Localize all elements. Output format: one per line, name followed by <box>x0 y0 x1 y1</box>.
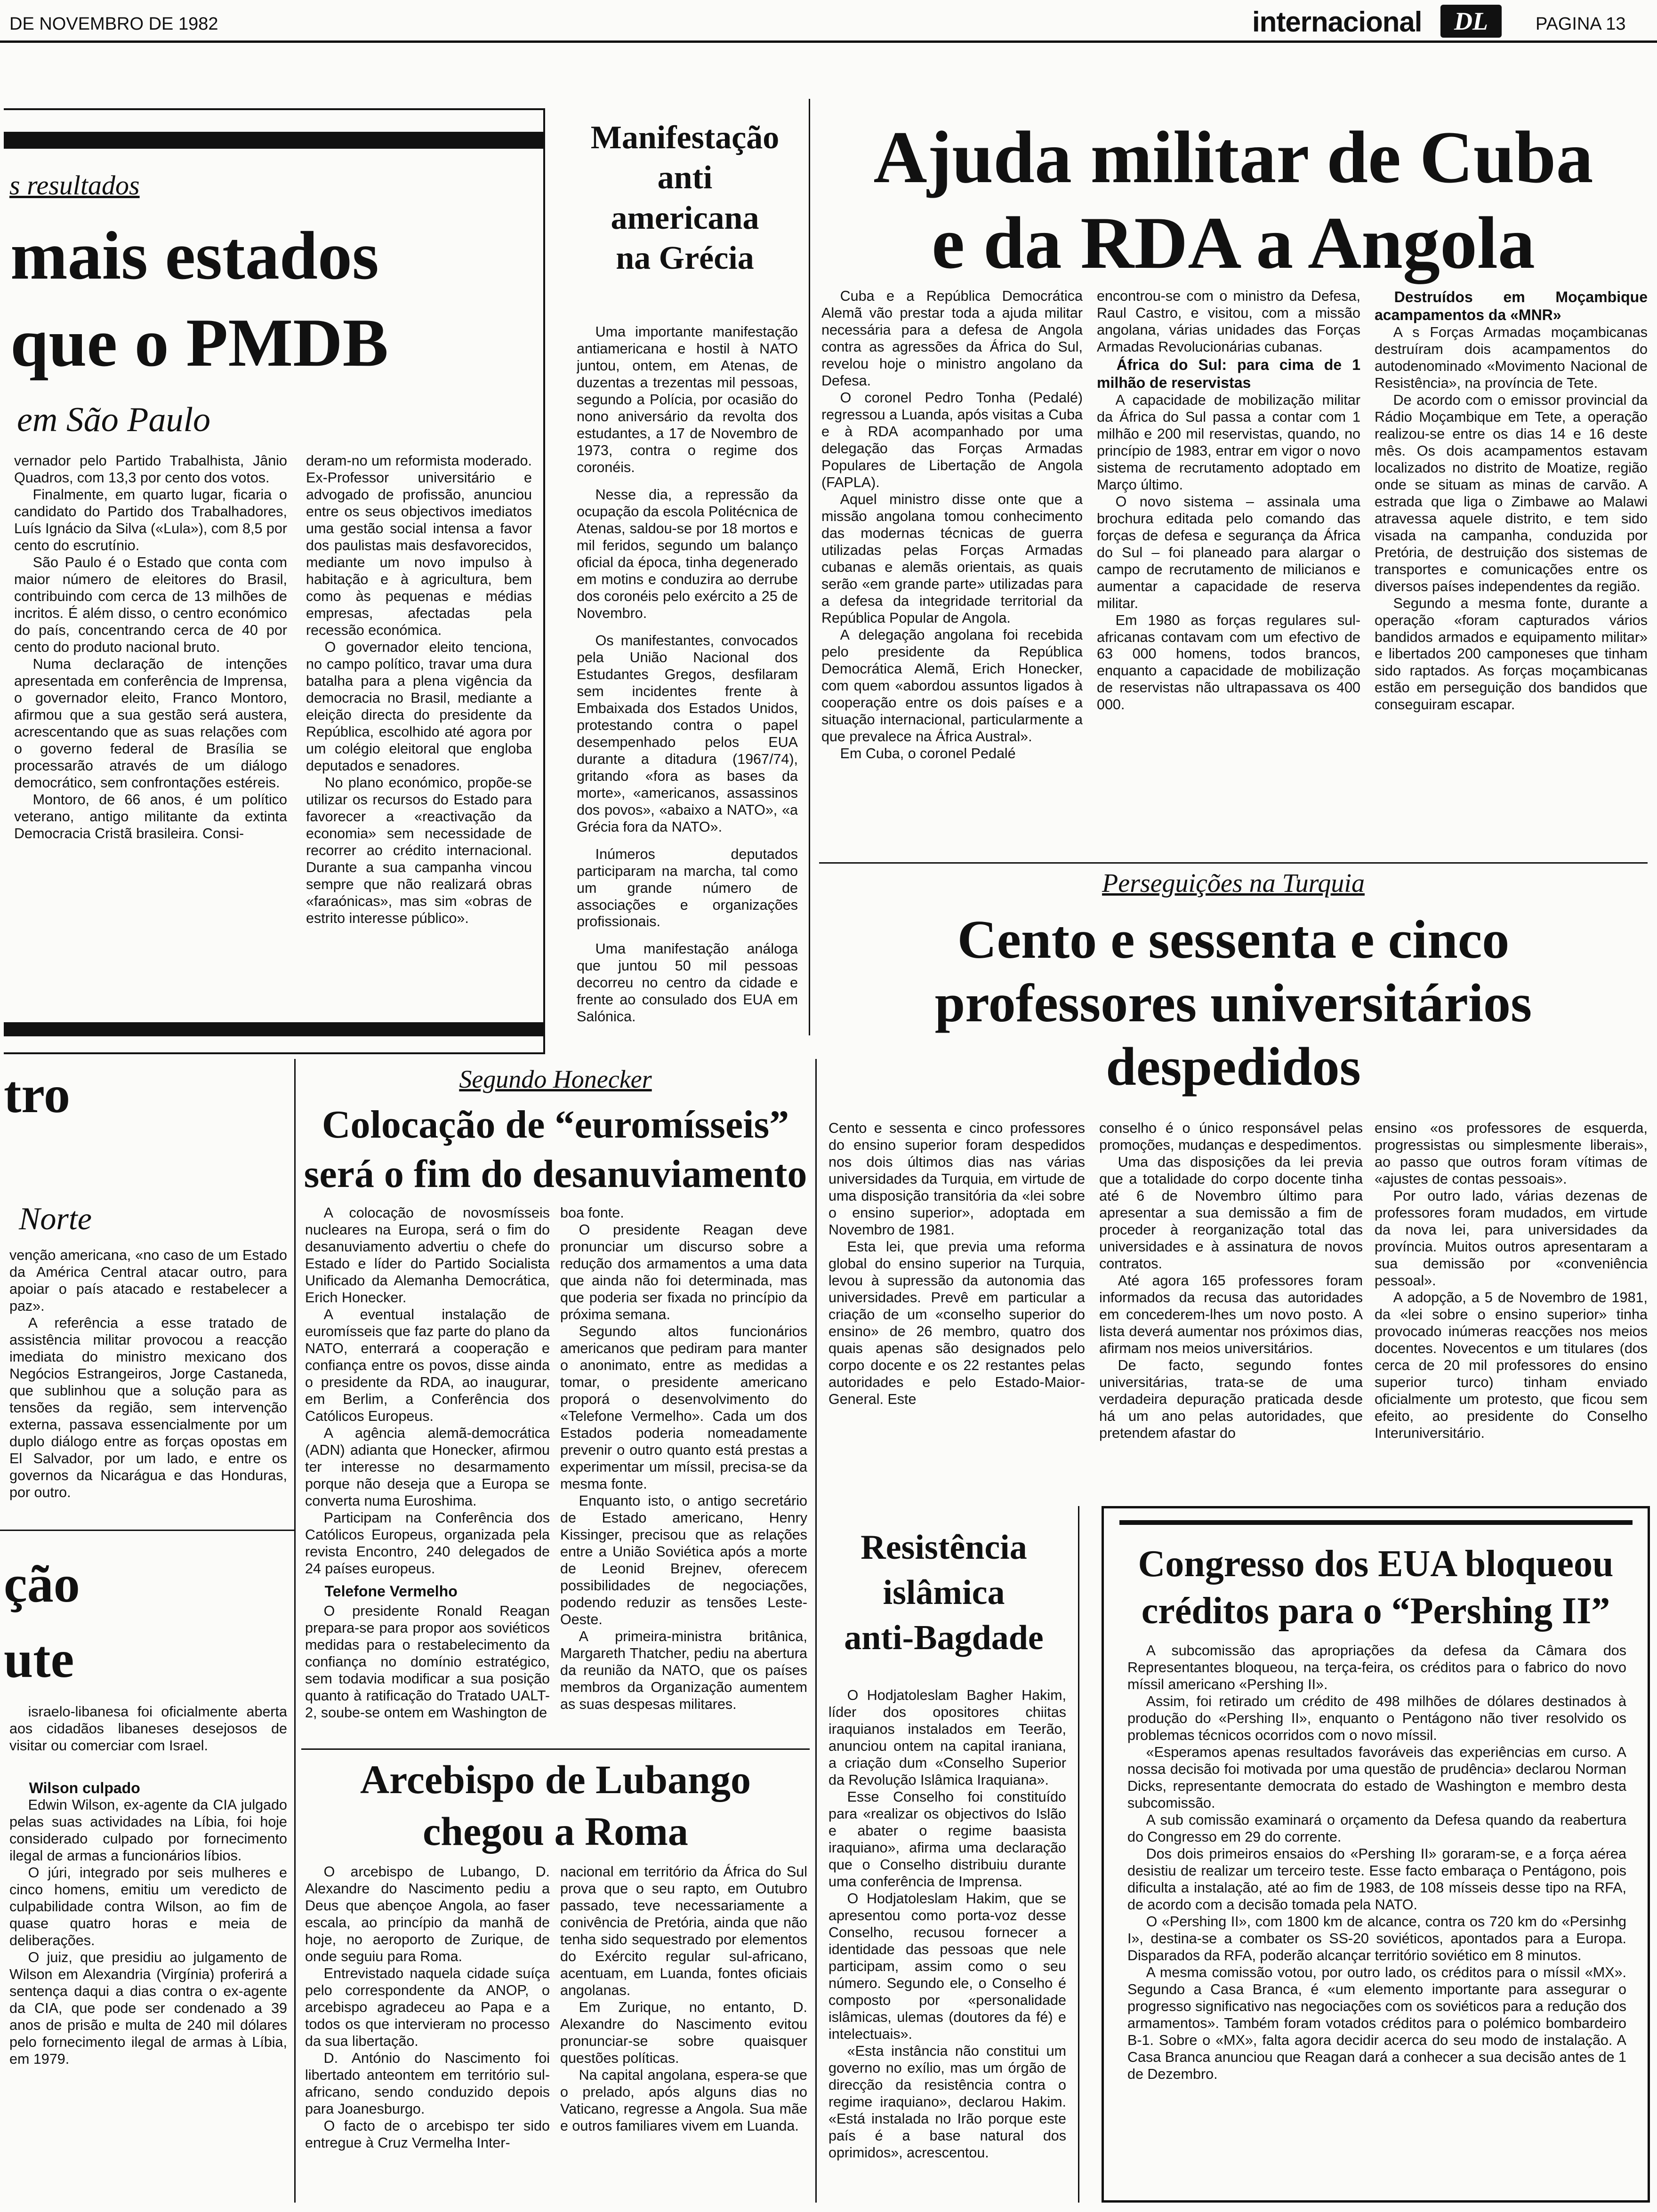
fragment-col-b <box>9 1704 287 1770</box>
fragment-heading-norte: Norte <box>19 1201 92 1236</box>
pmdb-col1-p2: São Paulo é o Estado que conta com maior número de eleitores do Brasil, contribuindo com cerca de 13 milhões de incritos. É além disso, o centro económico do país, concentrando cerca de 40 por cento do produto nacional bruto. <box>14 554 287 655</box>
turquia-col2-p0: conselho é o único responsável pelas promoções, mudanças e despedimentos. <box>1099 1120 1363 1153</box>
turquia-title-line3: despedidos <box>1106 1037 1361 1097</box>
grecia-title-line3: americana <box>611 200 759 236</box>
euromisseis-col2-p0: boa fonte. <box>560 1205 624 1221</box>
pmdb-subtitle: em São Paulo <box>17 401 211 439</box>
bagdade-text <box>828 1687 1066 2200</box>
wilson-p0: Edwin Wilson, ex-agente da CIA julgado pelas suas actividades na Líbia, foi hoje considerado culpado por fornecimento ilegal de armas a funcionários líbios. <box>9 1797 287 1864</box>
lubango-col2-p2: Na capital angolana, espera-se que o prelado, após alguns dias no Vaticano, regresse a Angola. Sua mãe e outros familiares vivem em Luanda. <box>560 2067 807 2134</box>
turquia-col2-p3: De facto, segundo fontes universitárias, trata-se de uma verdadeira depuração praticada desde há um ano pelas autoridades, que pretendem afastar do <box>1099 1357 1363 1441</box>
newspaper-logo-icon: DL <box>1440 5 1502 38</box>
pmdb-col1-p4: Montoro, de 66 anos, é um político veterano, antigo militante da extinta Democracia Cristã brasileira. Consi- <box>14 791 287 842</box>
pmdb-col1-p3: Numa declaração de intenções apresentada em conferência de Imprensa, o governador eleito, Franco Montoro, afirmou que a sua gestão será austera, acrescentando que as suas relações com o governo federal de Brasília se processarão através de um diálogo democrático, sem confrontações estéreis. <box>14 656 287 791</box>
pmdb-col2 <box>306 453 532 1008</box>
euromisseis-col2-p1: O presidente Reagan deve pronunciar um discurso sobre a redução dos armamentos a uma data que ainda não foi determinada, mas que poderia ser fixada no princípio da próxima semana. <box>560 1221 807 1322</box>
bagdade-p0: O Hodjatoleslam Bagher Hakim, líder dos opositores chiitas iraquianos instalados em Teerão, anunciou ontem na capital iraniana, a criação dum «Conselho Superior da Revolução Islâmica Iraquiana». <box>828 1687 1066 1788</box>
grecia-title-line1: Manifestação <box>590 120 780 156</box>
angola-title-line2: e da RDA a Angola <box>932 202 1535 284</box>
turquia-col2-p1: Uma das disposições da lei previa que a totalidade do corpo docente tinha até 6 de Novembro último para apresentar a sua demissão a fim de proceder à reorganização total das universidades e à assinatura de novos contratos. <box>1099 1154 1363 1272</box>
turquia-col3-p0: ensino «os professores de esquerda, progressistas ou simplesmente liberais», ao passo que outros foram vítimas de «ajustes de contas pessoais». <box>1375 1120 1648 1187</box>
angola-col2-p0: A capacidade de mobilização militar da África do Sul passa a contar com 1 milhão e 200 mil reservistas, quando, no princípio de 1983, entrar em vigor o novo sistema de recrutamento adoptado em Março último. <box>1097 392 1360 493</box>
grecia-divider <box>809 99 810 1035</box>
lubango-col2-p0: nacional em território da África do Sul prova que o seu rapto, em Outubro passado, teve necessariamente a conivência de Pretória, ainda que não tenha sido sequestrado por elementos do Exército regular sul-africano, acentuam, em Luanda, fontes oficiais angolanas. <box>560 1864 807 1998</box>
lubango-title-line1: Arcebispo de Lubango <box>360 1757 751 1802</box>
euromisseis-col1b-p0: O presidente Ronald Reagan prepara-se para propor aos soviéticos medidas para o restabelecimento da confiança no domínio estratégico, sem todavia modificar a sua posição quanto à ratificação do Tratado UALT-2, soube-se ontem em Washington de <box>305 1603 550 1721</box>
lubango-col1 <box>305 1864 550 2203</box>
header-date: DE NOVEMBRO DE 1982 <box>9 14 218 34</box>
wilson-text <box>9 1779 287 2193</box>
pmdb-col1-p1: Finalmente, em quarto lugar, ficaria o candidato do Partido dos Trabalhadores, Luís Ignácio da Silva («Lula»), com 8,5 por cento do escrutínio. <box>14 486 287 553</box>
grecia-headline <box>574 118 796 279</box>
bagdade-right-divider <box>1078 1506 1079 2203</box>
lubango-title-line2: chegou a Roma <box>423 1809 688 1854</box>
pershing-p5: O «Pershing II», com 1800 km de alcance, contra os 720 km do «Persinhg I», destina-se a combater os SS-20 soviéticos, apontados para a Europa. Disparados da RFA, poderão alcançar território soviético em 8 minutos. <box>1127 1913 1626 1964</box>
wilson-p2: O juiz, que presidiu ao julgamento de Wilson em Alexandria (Virgínia) proferirá a sentença daqui a dias contra o ex-agente da CIA, que pode ser condenado a 39 anos de prisão e multa de 240 mil dólares pelo fornecimento ilegal de armas à Líbia, em 1979. <box>9 1949 287 2068</box>
pershing-p1: Assim, foi retirado um crédito de 498 milhões de dólares destinados à produção do «Pershing II», enquanto o Pentágono não tiver resolvido os problemas técnicos ocorridos com o novo míssil. <box>1127 1693 1626 1743</box>
pmdb-kicker: s resultados <box>9 170 140 200</box>
left-column-divider <box>294 1059 296 2203</box>
turquia-title-line2: professores universitários <box>934 973 1532 1034</box>
pmdb-title-line2: que o PMDB <box>10 305 388 381</box>
turquia-col1 <box>828 1120 1085 1478</box>
euromisseis-kicker: Segundo Honecker <box>459 1065 652 1093</box>
angola-col3-p2: Segundo a mesma fonte, durante a operação «foram capturados vários bandidos armados e equipamento militar» e libertados 200 camponeses que tinham sido raptados. As forças moçambicanas estão em perseguição dos bandidos que conseguiram escapar. <box>1375 595 1648 713</box>
wilson-subhead: Wilson culpado <box>29 1779 140 1796</box>
euromisseis-col1-p2: A agência alemã-democrática (ADN) adianta que Honecker, afirmou ter interesse no desarmamento porque não deseja que a Europa se converta numa Euroshima. <box>305 1425 550 1509</box>
turquia-col2 <box>1099 1120 1363 1478</box>
fragment-col-a-p0: venção americana, «no caso de um Estado da América Central atacar outro, para apoiar o país atacado e restabelecer a paz». <box>9 1247 287 1314</box>
fragment-heading-ute: ute <box>4 1630 74 1689</box>
turquia-col1-p0: Cento e sessenta e cinco professores do ensino superior foram despedidos nos dois últimos dias nas várias universidades da Turquia, em virtude de uma disposição transitória da «lei sobre o ensino superior», adoptada em Novembro de 1981. <box>828 1120 1085 1238</box>
pershing-top-bar <box>1119 1520 1633 1525</box>
pmdb-col2-p2: No plano económico, propõe-se utilizar os recursos do Estado para favorecer a «reactivação da economia» sem necessidade de recorrer ao crédito internacional. Durante a sua campanha vincou sempre que não realizará obras «faraónicas», mas sim «obras de estrito interesse público». <box>306 774 532 926</box>
grecia-p0: Uma importante manifestação antiamericana e hostil à NATO juntou, ontem, em Atenas, de duzentas a trezentas mil pessoas, segundo a Polícia, por ocasião do nono aniversário da revolta dos estudantes, a 17 de Novembro de 1973, contra o regime dos coronéis. <box>577 324 798 475</box>
euromisseis-bottom-rule <box>301 1748 810 1750</box>
page-number: PAGINA 13 <box>1536 14 1626 34</box>
fragment-col-a-p1: A referência a esse tratado de assistência militar provocou a reacção imediata do ministro mexicano dos Negócios Estrangeiros, Jorge Castaneda, que sublinhou que a solução para as tensões da região, sem intervenção externa, passava essencialmente por um duplo diálogo entre as forças opostas em El Salvador, por um lado, e entre os governos da Nicarágua e das Honduras, por outro. <box>9 1314 287 1500</box>
header-section: internacional <box>1252 6 1422 38</box>
angola-col2-intro: encontrou-se com o ministro da Defesa, Raul Castro, e visitou, com a missão angolana, várias unidades das Forças Armadas Revolucionárias cubanas. <box>1097 288 1360 355</box>
bagdade-title-line1: Resistência <box>861 1528 1027 1567</box>
grecia-title-line2: anti <box>657 160 713 196</box>
pershing-title-line2: créditos para o “Pershing II” <box>1141 1590 1610 1632</box>
angola-col3-subhead: Destruídos em Moçambique acampamentos da «MNR» <box>1375 289 1648 324</box>
euromisseis-col1-p0: A colocação de novosmísseis nucleares na Europa, será o fim do desanuviamento advertiu o chefe do Estado e líder do Partido Socialista Unificado da Alemanha Democrática, Erich Honecker. <box>305 1205 550 1306</box>
bagdade-p3: «Esta instância não constitui um governo no exílio, mas um órgão de direcção da resistência contra o regime iraquiano», declarou Hakim. «Está instalada no Irão porque este país é a base natural dos oprimidos», acrescentou. <box>828 2043 1066 2161</box>
euromisseis-col2-p3: Enquanto isto, o antigo secretário de Estado americano, Henry Kissinger, precisou que as relações entre a União Soviética após a morte de Leonid Brejnev, oferecem possibilidades de negociações, podendo reduzir as tensões Leste-Oeste. <box>560 1492 807 1627</box>
lubango-col1-p2: D. António do Nascimento foi libertado anteontem em território sul-africano, sendo conduzido depois para Joanesburgo. <box>305 2050 550 2117</box>
grecia-p4: Uma manifestação análoga que juntou 50 mil pessoas decorreu no centro da cidade e frente ao consulado dos EUA em Salónica. <box>577 941 798 1025</box>
fragment-heading-tro: tro <box>4 1066 70 1124</box>
grecia-text <box>577 324 798 1039</box>
angola-title-line1: Ajuda militar de Cuba <box>873 116 1593 199</box>
angola-col1-p0: Cuba e a República Democrática Alemã vão prestar toda a ajuda militar necessária para a defesa de Angola contra as agressões da África do Sul, revelou hoje o ministro angolano da Defesa. <box>821 288 1083 389</box>
header-rule <box>0 40 1657 43</box>
turquia-col3-p2: A adopção, a 5 de Novembro de 1981, da «lei sobre o ensino superior» tinha provocado inúmeras reacções nos meios docentes. Novecentos e um titulares (dos cerca de 20 mil professores do ensino superior turco) tinham enviado oficialmente um protesto, que ficou sem efeito, ao presidente do Conselho Interuniversitário. <box>1375 1289 1648 1441</box>
angola-col1-p4: Em Cuba, o coronel Pedalé <box>840 745 1016 761</box>
fragment-divider-1 <box>0 1530 294 1531</box>
pmdb-col1 <box>14 453 287 1008</box>
bagdade-p2: O Hodjatoleslam Hakim, que se apresentou como porta-voz desse Conselho, recusou fornecer a identidade das pessoas que nele participam, assim como o seu número. Segundo ele, o Conselho é composto por «personalidade islâmicas, ulemas (doutores da fé) e intelectuais». <box>828 1890 1066 2042</box>
turquia-title-line1: Cento e sessenta e cinco <box>957 910 1510 970</box>
turquia-col3 <box>1375 1120 1648 1478</box>
lubango-right-divider <box>815 1059 817 2203</box>
fragment-col-b-p0: israelo-libanesa foi oficialmente aberta aos cidadãos libaneses desejosos de visitar ou comerciar com Israel. <box>9 1704 287 1754</box>
pershing-title-line1: Congresso dos EUA bloqueou <box>1138 1543 1614 1585</box>
lubango-col1-p1: Entrevistado naquela cidade suíça pelo correspondente da ANOP, o arcebispo agradeceu ao Papa e a todos os que intervieram no processo da sua libertação. <box>305 1965 550 2049</box>
grecia-p2: Os manifestantes, convocados pela União Nacional dos Estudantes Gregos, desfilaram sem incidentes frente à Embaixada dos Estados Unidos, protestando contra o papel desempenhado pelos EUA durante a ditadura (1967/74), gritando «fora as bases da morte», «americanos, assassinos dos povos», «abaixo a NATO», «a Grécia fora da NATO». <box>577 632 798 835</box>
fragment-heading-cao: ção <box>4 1555 80 1613</box>
grecia-p3: Inúmeros deputados participaram na marcha, tal como um grande número de associações e organizações profissionais. <box>577 846 798 930</box>
pmdb-bottom-bar <box>4 1022 545 1036</box>
euromisseis-col1 <box>305 1205 550 1741</box>
pmdb-col2-p1: O governador eleito tenciona, no campo político, travar uma dura batalha para a plena vigência da democracia no Brasil, mediante a eleição directa do presidente da República, escolhido até agora por um colégio eleitoral que engloba deputados e senadores. <box>306 639 532 774</box>
angola-col3-p1: De acordo com o emissor provincial da Rádio Moçambique em Tete, a operação realizou-se entre os dias 14 e 16 deste mês. Os dois acampamentos estavam localizados no distrito de Moatize, região onde se situam as minas de carvão. A estrada que liga o Zimbawe ao Malawi atravessa aquele distrito, e tem sido visada na campanha, conduzida por Pretória, de destruição dos sistemas de transportes e comunicações entre os diversos países independentes da região. <box>1375 392 1648 594</box>
bagdade-p1: Esse Conselho foi constituído para «realizar os objectivos do Islão e abater o regime baasista iraquiano», afirma uma declaração que o Conselho distribuiu durante uma conferência de Imprensa. <box>828 1788 1066 1890</box>
pershing-p3: A sub comissão examinará o orçamento da Defesa quando da reabertura do Congresso em 29 do corrente. <box>1127 1811 1626 1845</box>
wilson-p1: O júri, integrado por seis mulheres e cinco homens, emitiu um veredicto de culpabilidade contra Wilson, ao fim de quase quatro horas e meia de deliberações. <box>9 1865 287 1949</box>
angola-col1 <box>821 288 1083 853</box>
angola-col3-p0: A s Forças Armadas moçambicanas destruíram dois acampamentos do autodenominado «Movimento Nacional de Resistência», na província de Tete. <box>1375 324 1648 391</box>
euromisseis-title-line2: será o fim do desanuviamento <box>304 1152 807 1196</box>
grecia-title-line4: na Grécia <box>616 240 754 277</box>
pmdb-col2-p0: deram-no um reformista moderado. Ex-Professor universitário e advogado de profissão, anunciou entre os seus objectivos imediatos uma gestão social intensa a favor dos paulistas mais desfavorecidos, mediante um novo impulso à habitação e à agricultura, bem como às pequenas e médias empresas, afectadas pela recessão económica. <box>306 453 532 638</box>
euromisseis-col1-p3: Participam na Conferência dos Católicos Europeus, organizada pela revista Encontro, 240 delegados de 24 países europeus. <box>305 1509 550 1577</box>
pershing-p2: «Esperamos apenas resultados favoráveis das experiências em curso. A nossa decisão foi motivada por uma questão de prudência» declarou Norman Dicks, representante democrata do estado de Washington e membro desta subcomissão. <box>1127 1744 1626 1811</box>
pmdb-col1-p0: vernador pelo Partido Trabalhista, Jânio Quadros, com 13,3 por cento dos votos. <box>14 453 287 486</box>
turquia-col3-p1: Por outro lado, várias dezenas de professores foram mudados, em virtude da nova lei, para universidades da província. Muitos outros apresentaram a sua demissão por «conveniência pessoal». <box>1375 1187 1648 1289</box>
angola-col1-p3: A delegação angolana foi recebida pelo presidente da República Democrática Alemã, Erich Honecker, com quem «abordou assuntos ligados à cooperação entre os dois países e a situação internacional, particularmente a que prevalece na África Austral». <box>821 626 1083 745</box>
euromisseis-col2 <box>560 1205 807 1741</box>
lubango-col1-p0: O arcebispo de Lubango, D. Alexandre do Nascimento pediu a Deus que abençoe Angola, ao faser escala, ao princípio da manhã de hoje, no aeroporto de Zurique, de onde seguiu para Roma. <box>305 1864 550 1964</box>
angola-col2-p1: O novo sistema – assinala uma brochura editada pelo comando das forças de defesa e segurança da África do Sul – foi planeado para alargar o campo de recrutamento de milicianos e aumentar a capacidade de reserva militar. <box>1097 493 1360 611</box>
angola-col1-p1: O coronel Pedro Tonha (Pedalé) regressou a Luanda, após visitas a Cuba e à RDA acompanhado por uma delegação das Forças Armadas Populares de Libertação de Angola (FAPLA). <box>821 389 1083 490</box>
bagdade-title-line2: islâmica <box>883 1573 1005 1612</box>
euromisseis-subhead: Telefone Vermelho <box>324 1582 458 1600</box>
euromisseis-col2-p4: A primeira-ministra britânica, Margareth Thatcher, pediu na abertura da reunião da NATO, que os países membros da Organização aumentem as suas despesas militares. <box>560 1628 807 1712</box>
pmdb-top-bar <box>4 132 545 149</box>
euromisseis-col1-p1: A eventual instalação de euromísseis que faz parte do plano da NATO, enterrará a cooperação e confiança entre os povos, disse ainda o presidente da RDA, ao inaugurar, em Berlim, a Conferência dos Católicos Europeus. <box>305 1306 550 1424</box>
pershing-p4: Dos dois primeiros ensaios do «Pershing II» goraram-se, e a força aérea desistiu de realizar um terceiro teste. Esse facto embaraça o Pentágono, pois dificulta a instalação, até ao fim de 1983, de 108 mísseis desse tipo na RFA, de acordo com a decisão tomada pela NATO. <box>1127 1845 1626 1913</box>
turquia-col1-p1: Esta lei, que previa uma reforma global do ensino superior na Turquia, levou à supressão da autonomia das universidades. Prevê em particular a criação de um «conselho superior do ensino» de 26 membro, quatro dos quais apenas são designados pelo corpo docente e os 22 restantes pelas autoridades e pelo Estado-Maior-General. Este <box>828 1238 1085 1407</box>
bagdade-headline <box>821 1525 1066 1661</box>
lubango-col2-p1: Em Zurique, no entanto, D. Alexandre do Nascimento evitou pronunciar-se sobre quaisquer questões políticas. <box>560 1999 807 2066</box>
fragment-col-a <box>9 1247 287 1605</box>
grecia-p1: Nesse dia, a repressão da ocupação da escola Politécnica de Atenas, saldou-se por 18 mortos e mil feridos, segundo um balanço oficial da época, tinha degenerado em motins e conduzira ao derrube dos coronéis pelo exército a 25 de Novembro. <box>577 486 798 621</box>
euromisseis-col2-p2: Segundo altos funcionários americanos que pediram para manter o anonimato, entre as medidas a tomar, o presidente americano proporá o desenvolvimento do «Telefone Vermelho». Cada um dos Estados poderia nomeadamente prevenir o outro quanto está prestas a experimentar um míssil, precisa-se da mesma fonte. <box>560 1323 807 1492</box>
angola-col2 <box>1097 288 1360 853</box>
pershing-p0: A subcomissão das apropriações da defesa da Câmara dos Representantes bloqueou, na terça-feira, os créditos para o fabrico do novo míssil americano «Pershing II». <box>1127 1643 1626 1692</box>
pershing-text <box>1127 1643 1626 2193</box>
angola-col3 <box>1375 288 1648 853</box>
angola-col2-p2: Em 1980 as forças regulares sul-africanas contavam com um efectivo de 63 000 homens, todos brancos, enquanto a capacidade de mobilização de reservistas não ultrapassava os 400 000. <box>1097 612 1360 713</box>
lubango-col1-p3: O facto de o arcebispo ter sido entregue à Cruz Vermelha Inter- <box>305 2117 550 2151</box>
bagdade-title-line3: anti-Bagdade <box>844 1619 1044 1658</box>
pershing-p6: A mesma comissão votou, por outro lado, os créditos para o míssil «MX». Segundo a Casa Branca, é «um elemento importante para assegurar o progresso significativo nas negociações com os soviéticos para a redução dos armamentos». Também foram votados créditos para o polémico bombardeiro B-1. Sobre o «MX», falta agora decidir acerca do seu modo de instalação. A Casa Branca anunciou que Reagan dará a conhecer a sua decisão antes de 1 de Dezembro. <box>1127 1964 1626 2082</box>
turquia-kicker: Perseguições na Turquia <box>1102 869 1365 898</box>
pmdb-title-line1: mais estados <box>10 217 379 294</box>
angola-col2-subhead: África do Sul: para cima de 1 milhão de reservistas <box>1097 356 1360 392</box>
lubango-col2 <box>560 1864 807 2203</box>
euromisseis-title-line1: Colocação de “euromísseis” <box>322 1103 789 1146</box>
angola-bottom-rule <box>819 862 1648 864</box>
turquia-col2-p2: Até agora 165 professores foram informados da recusa das autoridades em concederem-lhes um novo posto. A lista deverá aumentar nos próximos dias, afirmam nos meios universitários. <box>1099 1272 1363 1356</box>
angola-col1-p2: Aquel ministro disse onte que a missão angolana tomou conhecimento das modernas técnicas de guerra utilizadas pelas Forças Armadas cubanas e alemãs orientais, as quais serão «em grande parte» utilizadas para a defesa da integridade territorial da República Popular de Angola. <box>821 491 1083 626</box>
